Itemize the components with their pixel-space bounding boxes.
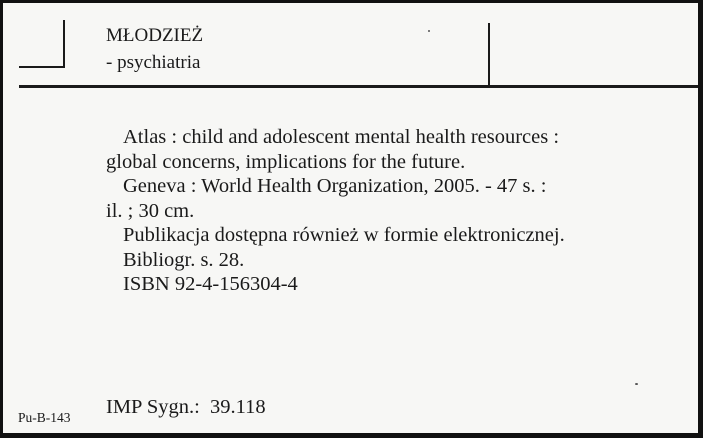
note-bibliography: Bibliogr. s. 28. xyxy=(123,248,245,271)
corner-mark xyxy=(63,20,65,67)
shelf-signature: IMP Sygn.: 39.118 xyxy=(106,396,266,418)
physical-description: il. ; 30 cm. xyxy=(106,199,195,222)
publication-line: Geneva : World Health Organization, 2005. - 47 s. : xyxy=(123,175,547,197)
ink-speck xyxy=(428,30,430,32)
ink-speck xyxy=(635,383,638,385)
header-rule xyxy=(19,85,698,88)
title-line: Atlas : child and adolescent mental health resources : xyxy=(123,126,560,148)
header-divider xyxy=(488,23,490,88)
corner-mark-base xyxy=(19,66,65,68)
title-continuation: global concerns, implications for the future. xyxy=(106,150,466,173)
subject-heading xyxy=(106,22,203,76)
isbn: ISBN 92-4-156304-4 xyxy=(123,273,298,295)
subject-main: MŁODZIEŻ xyxy=(106,25,204,46)
catalog-card xyxy=(3,3,698,433)
catalog-number: Pu-B-143 xyxy=(18,410,71,425)
bibliographic-record xyxy=(106,125,565,297)
subject-subdivision: - psychiatria xyxy=(106,52,201,73)
note-electronic: Publikacja dostępna również w formie elektronicznej. xyxy=(123,224,565,246)
